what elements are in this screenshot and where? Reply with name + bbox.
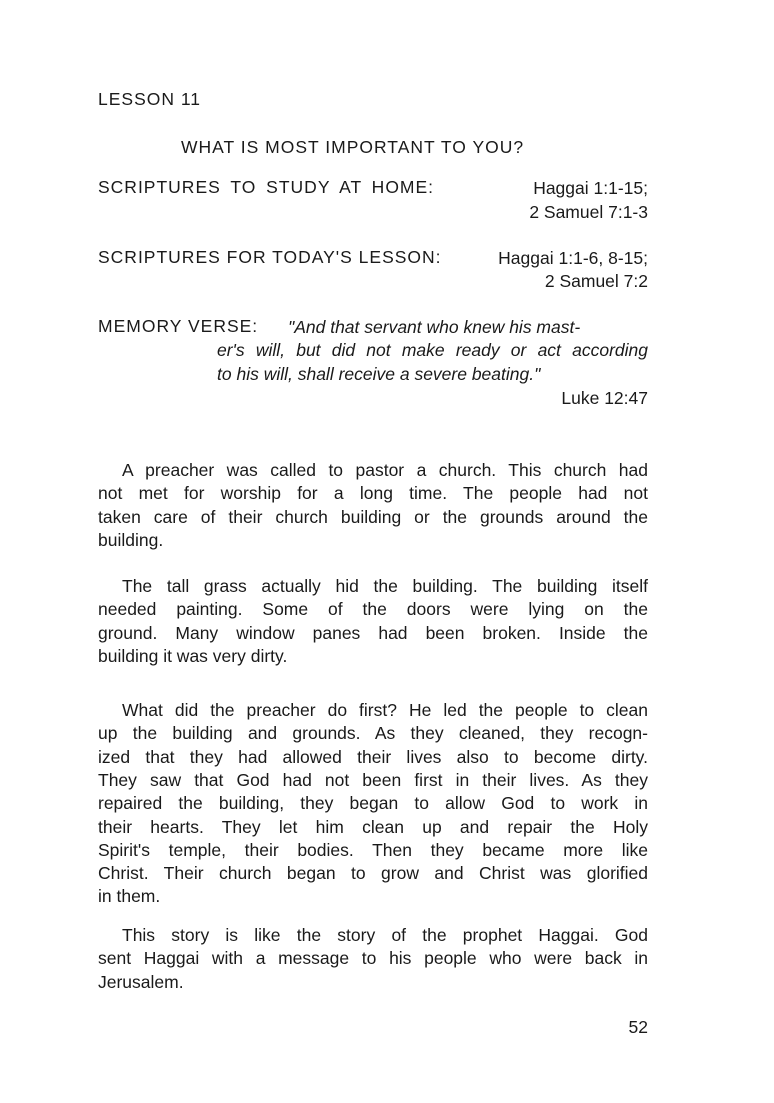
page-title: WHAT IS MOST IMPORTANT TO YOU? — [181, 137, 525, 157]
paragraph-line: Jerusalem. — [98, 971, 184, 992]
paragraph-line: needed painting. Some of the doors were lying on the — [98, 599, 648, 620]
paragraph-line: their hearts. They let him clean up and repair the Holy — [98, 816, 648, 837]
paragraph-line: The tall grass actually hid the building. The building itself — [122, 576, 648, 596]
memory-verse-line: "And that servant who knew his mast- — [288, 317, 581, 337]
paragraph-line: This story is like the story of the prophet Haggai. God — [122, 925, 648, 945]
paragraph-line: up the building and grounds. As they cleaned, they recogn- — [98, 723, 648, 744]
paragraph-line: taken care of their church building or the grounds around the — [98, 506, 648, 527]
paragraph-line: Spirit's temple, their bodies. Then they became more like — [98, 839, 648, 860]
paragraph-line: not met for worship for a long time. The people had not — [98, 483, 648, 504]
study-today-ref2: 2 Samuel 7:2 — [544, 271, 648, 291]
study-home-ref1: Haggai 1:1-15; — [533, 178, 648, 198]
paragraph-line: ized that they had allowed their lives also to become dirty. — [98, 746, 648, 767]
paragraph-line: sent Haggai with a message to his people who were back in — [98, 948, 648, 969]
study-home-label: SCRIPTURES TO STUDY AT HOME: — [98, 177, 435, 197]
page-number: 52 — [628, 1017, 648, 1037]
memory-verse-label: MEMORY VERSE: — [98, 316, 259, 336]
paragraph-line: repaired the building, they began to allow God to work in — [98, 793, 648, 814]
paragraph-line: Christ. Their church began to grow and Christ was glorified — [98, 863, 648, 884]
paragraph-line: in them. — [98, 886, 161, 907]
paragraph-line: They saw that God had not been first in their lives. As they — [98, 769, 648, 790]
memory-verse-line: to his will, shall receive a severe beating." — [217, 364, 541, 384]
study-today-label: SCRIPTURES FOR TODAY'S LESSON: — [98, 247, 442, 267]
paragraph-line: What did the preacher do first? He led the people to clean — [122, 700, 648, 720]
study-today-ref1: Haggai 1:1-6, 8-15; — [498, 248, 648, 268]
memory-verse-reference: Luke 12:47 — [561, 388, 648, 408]
paragraph-line: ground. Many window panes had been broken. Inside the — [98, 622, 648, 643]
memory-verse-line: er's will, but did not make ready or act according — [217, 340, 648, 360]
study-home-ref2: 2 Samuel 7:1-3 — [529, 202, 648, 222]
paragraph-line: building. — [98, 529, 164, 550]
lesson-label: LESSON 11 — [98, 89, 202, 109]
paragraph-line: building it was very dirty. — [98, 645, 288, 666]
paragraph-line: A preacher was called to pastor a church. This church had — [122, 460, 648, 480]
